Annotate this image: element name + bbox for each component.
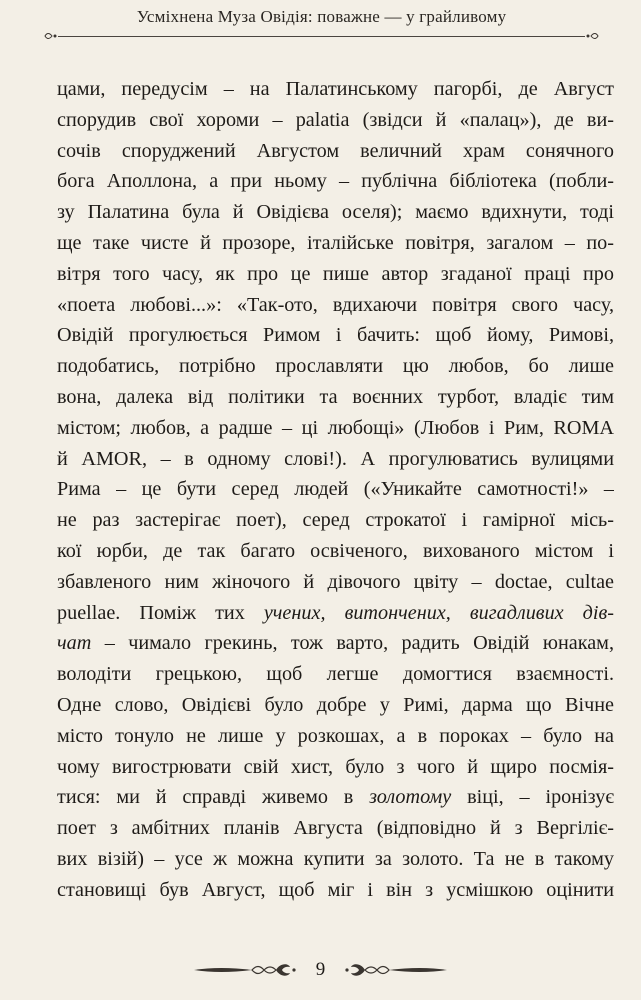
- text-segment: Рима – це бути серед людей («Уникайте самотності!» –: [57, 478, 614, 501]
- text-segment: бога Аполлона, а при ньому – публічна бібліотека (побли-: [57, 170, 614, 193]
- text-segment: вона, далека від політики та воєнних турбот, владіє тим: [57, 385, 614, 408]
- text-line: [57, 228, 614, 259]
- text-segment: чому вигострювати свій хист, було з чого й щиро посмія-: [57, 755, 614, 778]
- text-line: [57, 567, 614, 598]
- text-segment: володіти грецькою, щоб легше домогтися взаємності.: [57, 663, 614, 686]
- text-segment: віці, – іронізує: [451, 786, 614, 809]
- text-segment: не раз застерігає поет), серед строкатої і гамірної місь-: [57, 509, 614, 532]
- text-segment: вітря того часу, як про це пише автор згаданої праці про: [57, 262, 614, 285]
- text-segment: «поета любові...»: «Так-ото, вдихаючи повітря свого часу,: [57, 293, 614, 316]
- text-line: [57, 105, 614, 136]
- text-segment: Овідій прогулюється Римом і бачить: щоб йому, Римові,: [57, 324, 614, 347]
- text-segment: кої юрби, де так багато освіченого, вихованого містом і: [57, 539, 614, 562]
- text-segment: сочів споруджений Августом величний храм сонячного: [57, 139, 614, 162]
- text-line: [57, 444, 614, 475]
- text-segment: спорудив свої хороми – palatia (звідси й «палац»), де ви-: [57, 108, 614, 131]
- page-header: [44, 6, 599, 42]
- text-line: [57, 166, 614, 197]
- text-segment: містом; любов, а радше – ці любощі» (Любов і Рим, ROMA: [57, 416, 614, 439]
- text-segment: тися: ми й справді живемо в: [57, 786, 370, 809]
- text-line: [57, 382, 614, 413]
- italic-text: чат: [57, 632, 92, 655]
- italic-text: золотому: [369, 786, 452, 809]
- text-line: [57, 197, 614, 228]
- text-segment: вих візій) – усе ж можна купити за золото. Та не в такому: [57, 847, 614, 870]
- text-segment: становищі був Август, щоб міг і він з усмішкою оцінити: [57, 878, 614, 901]
- text-segment: puellae. Поміж тих: [57, 601, 264, 624]
- italic-text: учених, витончених, вигадливих дів-: [263, 601, 614, 624]
- text-line: [57, 536, 614, 567]
- text-segment: поет з амбітних планів Августа (відповідно й з Вергіліє-: [57, 817, 614, 840]
- text-segment: зу Палатина була й Овідієва оселя); маємо вдихнути, тоді: [57, 201, 614, 224]
- text-segment: й AMOR, – в одному слові!). А прогулюватись вулицями: [57, 447, 614, 470]
- text-line: [57, 875, 614, 906]
- text-line: [57, 598, 614, 629]
- text-line: [57, 659, 614, 690]
- text-line: [57, 752, 614, 783]
- text-segment: місто тонуло не лише у розкошах, а в пороках – було на: [57, 724, 614, 747]
- text-segment: – чимало грекинь, тож варто, радить Овідій юнакам,: [91, 632, 614, 655]
- body-text: [57, 74, 614, 906]
- page-number: 9: [315, 959, 326, 980]
- text-segment: подобатись, потрібно прославляти цю любов, бо лише: [57, 355, 614, 378]
- text-line: [57, 290, 614, 321]
- text-line: [57, 351, 614, 382]
- ornament-left-icon: [44, 30, 58, 42]
- text-line: [57, 721, 614, 752]
- text-line: [57, 259, 614, 290]
- text-segment: Одне слово, Овідієві було добре у Римі, дарма що Вічне: [57, 693, 614, 716]
- text-segment: цами, передусім – на Палатинському пагорбі, де Август: [57, 78, 614, 100]
- text-segment: ще таке чисте й прозоре, італійське повітря, загалом – по-: [57, 231, 614, 254]
- text-line: [57, 136, 614, 167]
- page-footer: [0, 955, 641, 985]
- text-line: [57, 474, 614, 505]
- ornament-right-icon: [585, 30, 599, 42]
- header-rule: [44, 30, 599, 42]
- text-segment: збавленого ним жіночого й дівочого цвіту – doctae, cultae: [57, 570, 614, 593]
- text-line: [57, 782, 614, 813]
- running-head: Усміхнена Муза Овідія: поважне — у грайливому: [136, 7, 507, 26]
- text-line: [57, 628, 614, 659]
- header-rule-line: [58, 36, 585, 37]
- text-line: [57, 690, 614, 721]
- text-line: [57, 813, 614, 844]
- footer-ornament-right-icon: [343, 961, 451, 979]
- footer-ornament-left-icon: [190, 961, 298, 979]
- text-line: [57, 844, 614, 875]
- text-line: [57, 505, 614, 536]
- text-line: [57, 74, 614, 105]
- text-line: [57, 413, 614, 444]
- text-line: [57, 320, 614, 351]
